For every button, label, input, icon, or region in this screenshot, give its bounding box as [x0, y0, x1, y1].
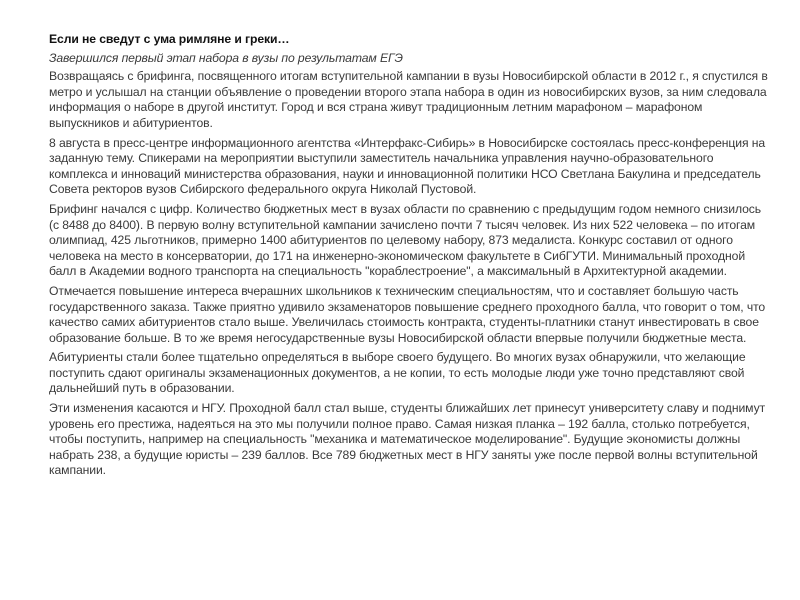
paragraph-applicants: Абитуриенты стали более тщательно определяться в выборе своего будущего. Во многих вузах обнаружили, что желающие поступить сдают оригиналы экзаменационных документов, а не копии, то есть молодые люди уже точно представляют свой дальнейший путь в образовании.: [49, 350, 746, 396]
paragraph-intro: Возвращаясь с брифинга, посвященного итогам вступительной кампании в вузы Новосибирской области в 2012 г., я спустился в метро и услышал на станции объявление о проведении второго этапа набора в один из новосибирских вузов, за ним следовала информация о наборе в другой институт. Город и вся страна живут традиционным летним марафоном – марафоном выпускников и абитуриентов.: [49, 69, 768, 130]
article: [49, 32, 769, 483]
paragraph-ngu: Эти изменения касаются и НГУ. Проходной балл стал выше, студенты ближайших лет принесут университету славу и поднимут уровень его престижа, надеяться на это мы получили полное право. Самая низкая планка – 192 балла, столько потребуется, чтобы поступить, например на специальность "механика и математическое моделирование". Будущие экономисты должны набрать 238, а будущие юристы – 239 баллов. Все 789 бюджетных мест в НГУ заняты уже после первой волны вступительной кампании.: [49, 401, 766, 478]
article-subtitle: Завершился первый этап набора в вузы по результатам ЕГЭ: [49, 50, 403, 65]
paragraph-interest: Отмечается повышение интереса вчерашних школьников к техническим специальностям, что и составляет большую часть государственного заказа. Также приятно удивило экзаменаторов повышение среднего проходного балла, что говорит о том, что качество самих абитуриентов стало выше. Увеличилась стоимость контракта, студенты-платники станут инвестировать в свое образование больше. В то же время негосударственные вузы Новосибирской области впервые получили бюджетные места.: [49, 283, 766, 345]
paragraph-figures: Брифинг начался с цифр. Количество бюджетных мест в вузах области по сравнению с предыдущим годом немного снизилось (с 8488 до 8400). В первую волну вступительной кампании зачислено почти 7 тысяч человек. Из них 522 человека – по итогам олимпиад, 425 льготников, примерно 1400 абитуриентов по целевому набору, 873 медалиста. Конкурс составил от одного человека на место в консерватории, до 171 на инженерно-экономическом факультете в СибГУТИ. Минимальный проходной балл в Академии водного транспорта на специальность "кораблестроение", а максимальный в Архитектурной академии.: [49, 201, 762, 279]
paragraph-press-conference: 8 августа в пресс-центре информационного агентства «Интерфакс-Сибирь» в Новосибирске состоялась пресс-конференция на заданную тему. Спикерами на мероприятии выступили заместитель начальника управления научно-образовательного комплекса и инноваций министерства образования, науки и инновационной политики НСО Светлана Бакулина и председатель Совета ректоров вузов Сибирского федерального округа Николай Пустовой.: [49, 135, 766, 197]
article-title: Если не сведут с ума римляне и греки…: [49, 32, 290, 46]
